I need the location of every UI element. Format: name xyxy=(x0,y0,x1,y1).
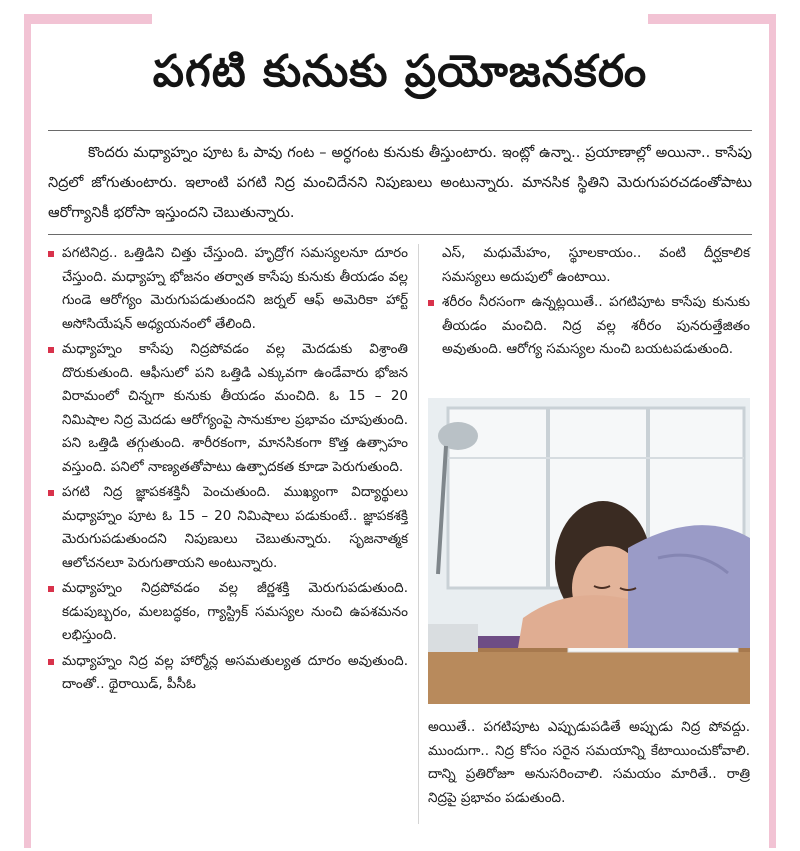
bullet-marker-icon xyxy=(48,659,54,665)
list-item xyxy=(48,481,408,575)
point-text: మధ్యాహ్నం నిద్రపోవడం వల్ల జీర్ణశక్తి మెరుగుపడుతుంది. కడుపుబ్బరం, మలబద్ధకం, గ్యాస్ట్రిక్ సమస్యల నుంచి ఉపశమనం లభిస్తుంది. xyxy=(62,580,408,643)
list-item xyxy=(428,291,750,362)
list-item xyxy=(48,650,408,697)
bullet-marker-icon xyxy=(48,251,54,257)
point-text: ఎస్, మధుమేహం, స్థూలకాయం.. వంటి దీర్ఘకాలిక సమస్యలు అదుపులో ఉంటాయి. xyxy=(442,245,750,285)
rule-top xyxy=(48,130,752,131)
point-text: పగటి నిద్ర జ్ఞాపకశక్తినీ పెంచుతుంది. ముఖ్యంగా విద్యార్థులు మధ్యాహ్నం పూట ఓ 15 – 20 నిమిషాలు పడుకుంటే.. జ్ఞాపకశక్తి మెరుగుపడుతుందని నిపుణులు చెబుతున్నారు. సృజనాత్మక ఆలోచనలూ పెరుగుతాయని అంటున్నారు. xyxy=(62,484,408,571)
bullet-marker-icon xyxy=(48,586,54,592)
point-text: శరీరం నీరసంగా ఉన్నట్లయితే.. పగటిపూట కాసేపు కునుకు తీయడం మంచిది. నిద్ర వల్ల శరీరం పునరుత్తేజితం అవుతుంది. ఆరోగ్య సమస్యల నుంచి బయటపడుతుంది. xyxy=(442,294,750,357)
left-column-points xyxy=(48,242,408,699)
bullet-marker-icon xyxy=(48,490,54,496)
photo-illustration xyxy=(428,398,750,704)
point-text: మధ్యాహ్నం కాసేపు నిద్రపోవడం వల్ల మెదడుకు విశ్రాంతి దొరుకుతుంది. ఆఫీసులో పని ఒత్తిడి ఎక్కువగా ఉండేవారు భోజన విరామంలో చిన్నగా కునుకు తీయడం మంచిది. ఓ 15 – 20 నిమిషాల నిద్ర మెదడు ఆరోగ్యంపై సానుకూల ప్రభావం చూపుతుంది. పని ఒత్తిడి తగ్గుతుంది. శారీరకంగా, మానసికంగా కొత్త ఉత్సాహం వస్తుంది. పనిలో నాణ్యతతోపాటు ఉత్పాదకత కూడా పెరుగుతుంది. xyxy=(62,341,408,475)
column-divider xyxy=(418,244,419,824)
bullet-marker-icon xyxy=(428,300,434,306)
list-item xyxy=(48,577,408,648)
sleeping-woman-photo xyxy=(428,398,750,704)
headline: పగటి కునుకు ప్రయోజనకరం xyxy=(152,46,648,97)
list-item xyxy=(48,338,408,479)
right-column-points xyxy=(428,242,750,364)
point-text: పగటినిద్ర.. ఒత్తిడిని చిత్తు చేస్తుంది. హృద్రోగ సమస్యలనూ దూరం చేస్తుంది. మధ్యాహ్న భోజనం తర్వాత కాసేపు కునుకు తీయడం వల్ల గుండె ఆరోగ్యం మెరుగుపడుతుందని జర్నల్ ఆఫ్ అమెరికా హార్ట్ అసోసియేషన్ అధ్యయనంలో తేలింది. xyxy=(62,245,408,332)
rule-mid xyxy=(48,234,752,235)
closing-paragraph: అయితే.. పగటిపూట ఎప్పుడుపడితే అప్పుడు నిద్ర పోవద్దు. ముందుగా.. నిద్ర కోసం సరైన సమయాన్ని కేటాయించుకోవాలి. దాన్ని ప్రతిరోజూ అనుసరించాలి. సమయం మారితే.. రాత్రి నిద్రపై ప్రభావం పడుతుంది. xyxy=(428,719,750,806)
intro-paragraph: కొందరు మధ్యాహ్నం పూట ఓ పావు గంట – అర్ధగంట కునుకు తీస్తుంటారు. ఇంట్లో ఉన్నా.. ప్రయాణాల్లో అయినా.. కాసేపు నిద్రలో జోగుతుంటారు. ఇలాంటి పగటి నిద్ర మంచిదేనని నిపుణులు అంటున్నారు. మానసిక స్థితిని మెరుగుపరచడంతోపాటు ఆరోగ్యానికీ భరోసా ఇస్తుందని చెబుతున్నారు. xyxy=(48,145,752,221)
list-item-continued xyxy=(428,242,750,289)
point-text: మధ్యాహ్నం నిద్ర వల్ల హార్మోన్ల అసమతుల్యత దూరం అవుతుంది. దాంతో.. థైరాయిడ్, పీసీఓ xyxy=(62,652,408,692)
bullet-marker-icon xyxy=(48,347,54,353)
list-item xyxy=(48,242,408,336)
